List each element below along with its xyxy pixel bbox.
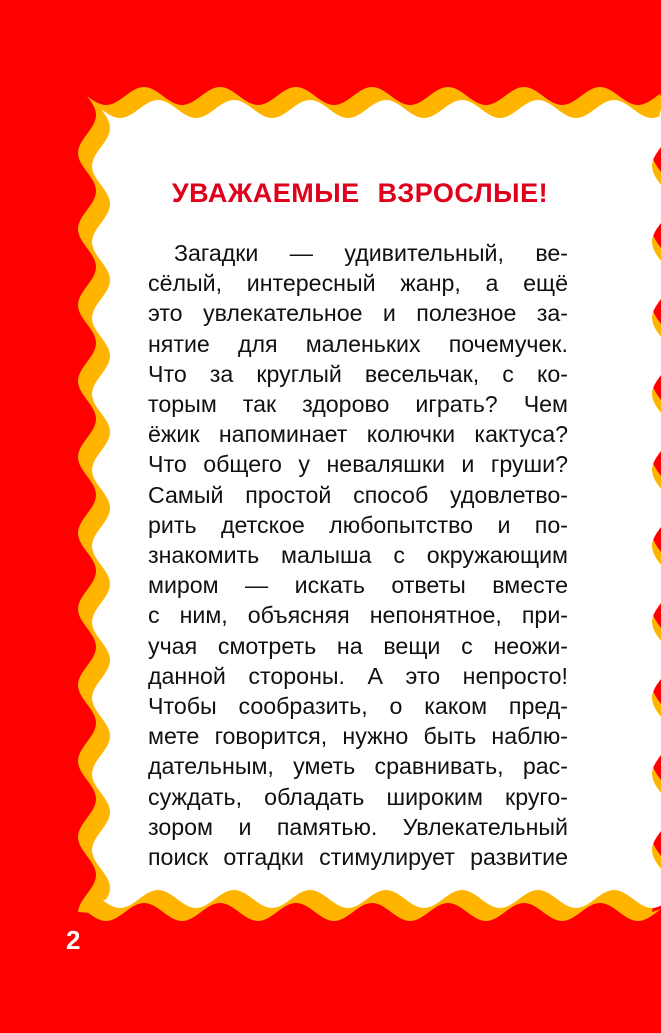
text-line: учая смотреть на вещи с неожи- [148, 632, 568, 659]
text-line: это увлекательное и полезное за- [148, 300, 568, 327]
text-line: нятие для маленьких почемучек. [148, 330, 568, 357]
text-line: Что за круглый весельчак, с ко- [148, 360, 568, 387]
text-line: суждать, обладать широким круго- [148, 783, 568, 810]
page-number: 2 [66, 925, 81, 955]
text-line: мете говорится, нужно быть наблю- [148, 723, 568, 750]
text-line: торым так здорово играть? Чем [148, 391, 568, 418]
text-line: Самый простой способ удовлетво- [148, 481, 568, 508]
text-line: сёлый, интересный жанр, а ещё [148, 270, 568, 297]
text-line: знакомить малыша с окружающим [148, 542, 568, 569]
text-line: с ним, объясняя непонятное, при- [148, 602, 568, 629]
page-title: УВАЖАЕМЫЕ ВЗРОСЛЫЕ! [171, 178, 549, 208]
text-line: Что общего у неваляшки и груши? [148, 451, 568, 478]
text-line: Чтобы сообразить, о каком пред- [148, 693, 568, 720]
text-line: миром — искать ответы вместе [148, 572, 568, 599]
text-line: рить детское любопытство и по- [148, 511, 568, 538]
body-paragraph [148, 238, 568, 872]
text-line: Загадки — удивительный, ве- [174, 240, 568, 266]
text-line: поиск отгадки стимулирует развитие [148, 844, 568, 871]
text-line: зором и памятью. Увлекательный [148, 813, 568, 840]
text-line: данной стороны. А это непросто! [148, 662, 568, 689]
text-line: ёжик напоминает колючки кактуса? [148, 421, 568, 448]
text-line: дательным, уметь сравнивать, рас- [148, 753, 568, 780]
